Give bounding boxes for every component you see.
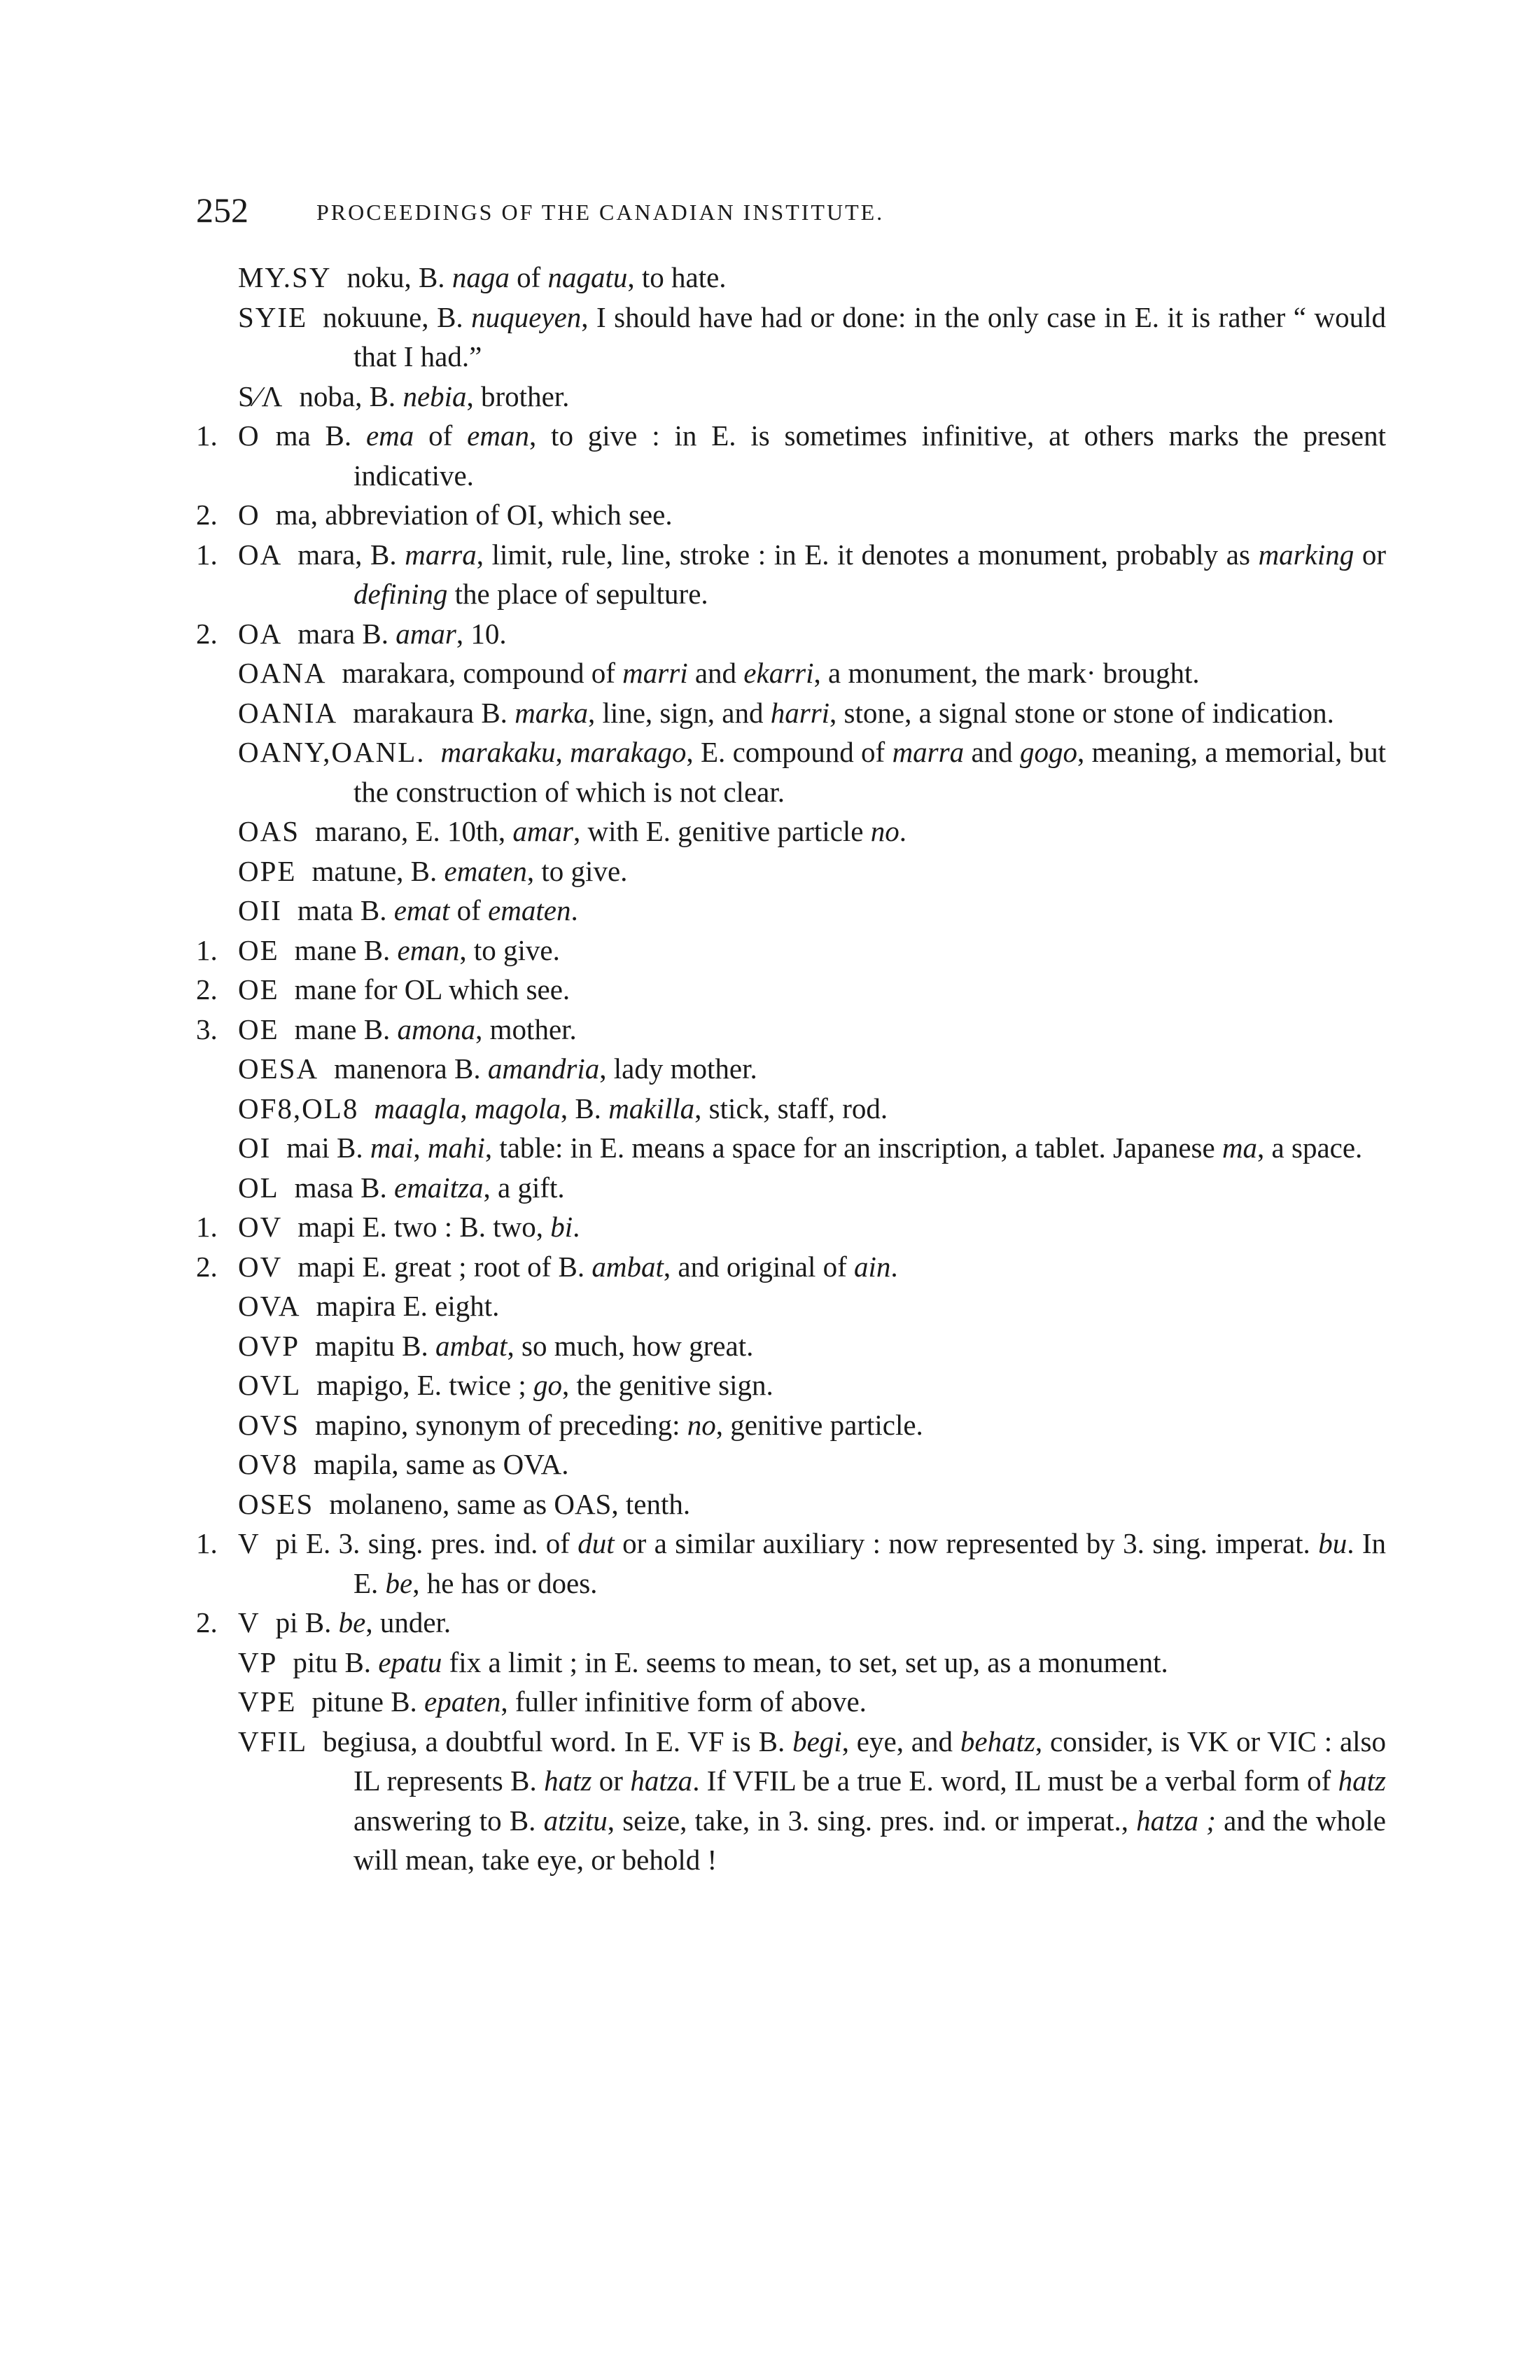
glossary-entry bbox=[196, 1603, 1386, 1643]
definition-text: answering to B. bbox=[354, 1804, 544, 1837]
entry-headword: OV bbox=[238, 1211, 283, 1243]
italic-term: gogo bbox=[1020, 736, 1077, 768]
italic-term: marra bbox=[892, 736, 965, 768]
glossary-entry bbox=[238, 258, 1386, 298]
entry-headword: OVA bbox=[238, 1290, 301, 1322]
glossary-entry bbox=[238, 1089, 1386, 1129]
definition-text: , stone, a signal stone or stone of indication. bbox=[830, 696, 1334, 729]
italic-term: ma bbox=[1222, 1132, 1258, 1164]
entry-number: 2. bbox=[196, 973, 218, 1005]
italic-term: marking bbox=[1258, 538, 1354, 571]
definition-text: , mother. bbox=[475, 1012, 577, 1045]
entry-number: 1. bbox=[196, 933, 218, 966]
glossary-entry bbox=[238, 1722, 1386, 1880]
glossary-entry bbox=[238, 1049, 1386, 1089]
italic-term: hatza ; bbox=[1136, 1804, 1216, 1837]
italic-term: eman bbox=[397, 933, 460, 966]
glossary-entry bbox=[238, 1484, 1386, 1524]
definition-text: noku, B. bbox=[346, 261, 452, 293]
definition-text: mane B. bbox=[294, 933, 398, 966]
definition-text: of bbox=[509, 261, 548, 293]
italic-term: marri bbox=[622, 657, 688, 689]
glossary-entry bbox=[238, 1365, 1386, 1405]
definition-text: . bbox=[570, 894, 578, 926]
entry-headword: OANIA bbox=[238, 696, 338, 729]
italic-term: ekarri bbox=[743, 657, 814, 689]
entry-headword: VPE bbox=[238, 1685, 297, 1718]
italic-term: hatza bbox=[630, 1765, 693, 1797]
glossary-entry bbox=[238, 732, 1386, 812]
italic-term: bi bbox=[550, 1211, 573, 1243]
italic-term: epatu bbox=[378, 1645, 442, 1678]
italic-term: bu bbox=[1318, 1527, 1348, 1559]
italic-term: emat bbox=[393, 894, 450, 926]
glossary-entry bbox=[238, 1405, 1386, 1445]
glossary-entry bbox=[238, 1445, 1386, 1484]
italic-term: ambat bbox=[592, 1250, 664, 1283]
italic-term: magola bbox=[474, 1092, 561, 1125]
definition-text: of bbox=[449, 894, 489, 926]
definition-text: , B. bbox=[560, 1092, 609, 1125]
definition-text: , meaning, a memorial, but the construction of which is not clear. bbox=[354, 736, 1387, 808]
definition-text: mapigo, E. twice ; bbox=[316, 1369, 533, 1401]
entry-headword: OE bbox=[238, 973, 279, 1005]
italic-term: marakago bbox=[570, 736, 687, 768]
italic-term: naga bbox=[451, 261, 510, 293]
definition-text: mara, B. bbox=[298, 538, 405, 571]
definition-text: ma B. bbox=[275, 419, 366, 452]
entry-number: 2. bbox=[196, 617, 218, 650]
italic-term: hatz bbox=[1338, 1765, 1386, 1797]
entry-headword: OV8 bbox=[238, 1448, 298, 1480]
glossary-entry bbox=[238, 298, 1386, 377]
definition-text: pi B. bbox=[275, 1606, 339, 1638]
definition-text: mapila, same as OVA. bbox=[313, 1448, 569, 1480]
italic-term: amona bbox=[397, 1012, 476, 1045]
definition-text: mai B. bbox=[286, 1132, 370, 1164]
glossary-entry bbox=[238, 653, 1386, 693]
glossary-entry bbox=[196, 495, 1386, 535]
definition-text: mapira E. eight. bbox=[316, 1290, 500, 1322]
glossary-entry bbox=[196, 931, 1386, 970]
glossary-entry bbox=[196, 416, 1386, 495]
glossary-entry bbox=[238, 1643, 1386, 1683]
definition-text: , and original of bbox=[663, 1250, 855, 1283]
definition-text: the place of sepulture. bbox=[447, 578, 708, 610]
definition-text: , to give. bbox=[526, 854, 628, 887]
entry-headword: OE bbox=[238, 1012, 279, 1045]
page-header bbox=[196, 189, 1386, 238]
definition-text: , table: in E. means a space for an inscription, a tablet. Japanese bbox=[484, 1132, 1222, 1164]
italic-term: go bbox=[533, 1369, 562, 1401]
definition-text: marano, E. 10th, bbox=[315, 815, 513, 847]
definition-text: pitune B. bbox=[312, 1685, 425, 1718]
italic-term: ain bbox=[854, 1250, 891, 1283]
definition-text: mara B. bbox=[298, 617, 396, 650]
definition-text: and the whole will mean, take eye, or behold ! bbox=[354, 1804, 1387, 1876]
entry-headword: OESA bbox=[238, 1052, 319, 1085]
glossary-entry bbox=[196, 1247, 1386, 1287]
italic-term: defining bbox=[354, 578, 448, 610]
definition-text: mata B. bbox=[297, 894, 394, 926]
italic-term: amar bbox=[396, 617, 456, 650]
definition-text: . bbox=[899, 815, 906, 847]
glossary-entry bbox=[238, 851, 1386, 891]
italic-term: mai bbox=[370, 1132, 414, 1164]
italic-term: nebia bbox=[402, 380, 467, 412]
definition-text: . bbox=[573, 1211, 580, 1243]
entry-headword: OII bbox=[238, 894, 282, 926]
entry-headword: VP bbox=[238, 1645, 278, 1678]
definition-text: , bbox=[555, 736, 570, 768]
entry-headword: SYIE bbox=[238, 300, 308, 333]
glossary-entry bbox=[238, 1168, 1386, 1208]
glossary-entry bbox=[196, 1010, 1386, 1050]
definition-text: marakara, compound of bbox=[342, 657, 623, 689]
glossary-entry bbox=[238, 1682, 1386, 1722]
entry-headword: OI bbox=[238, 1132, 272, 1164]
definition-text: , eye, and bbox=[841, 1725, 960, 1758]
definition-text: , a monument, the mark· brought. bbox=[813, 657, 1200, 689]
italic-term: marakaku bbox=[440, 736, 556, 768]
definition-text: mane for OL which see. bbox=[294, 973, 570, 1005]
glossary-entry bbox=[238, 1128, 1386, 1168]
definition-text: , lady mother. bbox=[599, 1052, 757, 1085]
page-number: 252 bbox=[196, 190, 248, 230]
definition-text: begiusa, a doubtful word. In E. VF is B. bbox=[323, 1725, 793, 1758]
italic-term: marra bbox=[405, 538, 477, 571]
entry-headword: OVS bbox=[238, 1408, 300, 1441]
definition-text: , line, sign, and bbox=[587, 696, 771, 729]
entry-number: 2. bbox=[196, 1250, 218, 1283]
definition-text: molaneno, same as OAS, tenth. bbox=[329, 1487, 691, 1520]
definition-text: manenora B. bbox=[334, 1052, 488, 1085]
entry-headword: O bbox=[238, 419, 260, 452]
italic-term: ematen bbox=[488, 894, 571, 926]
entry-headword: OPE bbox=[238, 854, 297, 887]
definition-text: or bbox=[592, 1765, 631, 1797]
italic-term: no bbox=[870, 815, 899, 847]
definition-text: nokuune, B. bbox=[323, 300, 472, 333]
definition-text: . In E. bbox=[354, 1527, 1387, 1599]
italic-term: ematen bbox=[444, 854, 527, 887]
italic-term: mahi bbox=[427, 1132, 485, 1164]
entry-headword: OL bbox=[238, 1171, 279, 1204]
glossary-entry bbox=[238, 812, 1386, 851]
entry-headword: S∕Ʌ bbox=[238, 380, 284, 412]
italic-term: begi bbox=[792, 1725, 842, 1758]
italic-term: ema bbox=[365, 419, 414, 452]
italic-term: eman bbox=[467, 419, 529, 452]
definition-text: mapi E. two : B. two, bbox=[298, 1211, 551, 1243]
entry-headword: OA bbox=[238, 617, 283, 650]
definition-text: , to hate. bbox=[627, 261, 727, 293]
glossary-entry bbox=[238, 891, 1386, 931]
entry-headword: OSES bbox=[238, 1487, 314, 1520]
definition-text: and bbox=[964, 736, 1020, 768]
definition-text: , consider, is VK or VIC : also IL represents B. bbox=[354, 1725, 1387, 1797]
definition-text: or bbox=[1354, 538, 1386, 571]
definition-text: pitu B. bbox=[293, 1645, 379, 1678]
italic-term: amandria bbox=[487, 1052, 600, 1085]
entry-number: 2. bbox=[196, 499, 218, 531]
italic-term: be bbox=[385, 1566, 413, 1599]
definition-text: noba, B. bbox=[299, 380, 403, 412]
definition-text: marakaura B. bbox=[353, 696, 515, 729]
definition-text: masa B. bbox=[294, 1171, 394, 1204]
glossary-entry bbox=[238, 1326, 1386, 1366]
definition-text: , a gift. bbox=[483, 1171, 565, 1204]
italic-term: dut bbox=[578, 1527, 615, 1559]
definition-text: , a space. bbox=[1257, 1132, 1363, 1164]
italic-term: no bbox=[687, 1408, 716, 1441]
definition-text: , fuller infinitive form of above. bbox=[500, 1685, 867, 1718]
italic-term: nuqueyen bbox=[471, 300, 582, 333]
glossary-entry bbox=[196, 535, 1386, 614]
italic-term: harri bbox=[770, 696, 830, 729]
italic-term: amar bbox=[512, 815, 573, 847]
glossary-entry bbox=[196, 1207, 1386, 1247]
entry-headword: O bbox=[238, 499, 260, 531]
italic-term: maagla bbox=[374, 1092, 461, 1125]
entry-number: 1. bbox=[196, 538, 218, 571]
definition-text: . bbox=[890, 1250, 898, 1283]
italic-term: epaten bbox=[424, 1685, 501, 1718]
entry-headword: OVP bbox=[238, 1329, 300, 1362]
definition-text: or a similar auxiliary : now represented by 3. sing. imperat. bbox=[614, 1527, 1319, 1559]
definition-text: , with E. genitive particle bbox=[573, 815, 871, 847]
italic-term: makilla bbox=[608, 1092, 695, 1125]
definition-text: mapino, synonym of preceding: bbox=[315, 1408, 687, 1441]
entry-headword: OA bbox=[238, 538, 283, 571]
glossary-entry bbox=[238, 1286, 1386, 1326]
definition-text: , genitive particle. bbox=[715, 1408, 923, 1441]
definition-text: pi E. 3. sing. pres. ind. of bbox=[275, 1527, 578, 1559]
definition-text: , bbox=[460, 1092, 475, 1125]
entry-headword: MY.SY bbox=[238, 261, 332, 293]
definition-text: mapi E. great ; root of B. bbox=[298, 1250, 592, 1283]
definition-text: matune, B. bbox=[312, 854, 444, 887]
definition-text: , 10. bbox=[456, 617, 507, 650]
definition-text: mapitu B. bbox=[315, 1329, 435, 1362]
glossary-entries bbox=[196, 258, 1387, 1880]
entry-number: 3. bbox=[196, 1012, 218, 1045]
definition-text: . If VFIL be a true E. word, IL must be a verbal form of bbox=[692, 1765, 1338, 1797]
entry-headword: OANA bbox=[238, 657, 327, 689]
definition-text: , he has or does. bbox=[412, 1566, 598, 1599]
italic-term: marka bbox=[514, 696, 588, 729]
entry-headword: OANY,OANL. bbox=[238, 736, 426, 768]
glossary-entry bbox=[196, 614, 1386, 654]
italic-term: emaitza bbox=[394, 1171, 484, 1204]
entry-number: 1. bbox=[196, 1211, 218, 1243]
definition-text: , E. compound of bbox=[686, 736, 892, 768]
italic-term: atzitu bbox=[543, 1804, 608, 1837]
glossary-entry bbox=[238, 377, 1386, 417]
definition-text: of bbox=[414, 419, 468, 452]
entry-headword: OE bbox=[238, 933, 279, 966]
definition-text: , under. bbox=[365, 1606, 451, 1638]
definition-text: , limit, rule, line, stroke : in E. it denotes a monument, probably as bbox=[476, 538, 1259, 571]
glossary-entry bbox=[238, 693, 1386, 733]
entry-number: 1. bbox=[196, 419, 218, 452]
entry-headword: OF8,OL8 bbox=[238, 1092, 359, 1125]
entry-headword: V bbox=[238, 1606, 260, 1638]
definition-text: fix a limit ; in E. seems to mean, to set, set up, as a monument. bbox=[442, 1645, 1168, 1678]
entry-headword: VFIL bbox=[238, 1725, 308, 1758]
italic-term: nagatu bbox=[547, 261, 628, 293]
definition-text: , the genitive sign. bbox=[561, 1369, 774, 1401]
definition-text: , to give. bbox=[459, 933, 560, 966]
italic-term: hatz bbox=[544, 1765, 592, 1797]
entry-headword: V bbox=[238, 1527, 260, 1559]
italic-term: ambat bbox=[435, 1329, 507, 1362]
entry-number: 2. bbox=[196, 1606, 218, 1638]
italic-term: be bbox=[338, 1606, 366, 1638]
definition-text: , stick, staff, rod. bbox=[694, 1092, 888, 1125]
glossary-entry bbox=[196, 1524, 1387, 1603]
definition-text: , I should have had or done: in the only case in E. it is rather “ would that I had.” bbox=[354, 300, 1386, 373]
italic-term: behatz bbox=[960, 1725, 1035, 1758]
running-title: PROCEEDINGS OF THE CANADIAN INSTITUTE. bbox=[316, 200, 885, 225]
definition-text: ma, abbreviation of OI, which see. bbox=[275, 499, 673, 531]
definition-text: , so much, how great. bbox=[507, 1329, 754, 1362]
entry-headword: OV bbox=[238, 1250, 283, 1283]
entry-headword: OVL bbox=[238, 1369, 302, 1401]
glossary-entry bbox=[196, 970, 1386, 1010]
definition-text: and bbox=[687, 657, 744, 689]
definition-text: , seize, take, in 3. sing. pres. ind. or imperat., bbox=[607, 1804, 1137, 1837]
definition-text: , brother. bbox=[466, 380, 570, 412]
definition-text: mane B. bbox=[294, 1012, 398, 1045]
entry-headword: OAS bbox=[238, 815, 300, 847]
definition-text: , to give : in E. is sometimes infinitive, at others marks the present indicative. bbox=[354, 419, 1386, 492]
entry-number: 1. bbox=[196, 1527, 218, 1559]
definition-text: , bbox=[413, 1132, 428, 1164]
